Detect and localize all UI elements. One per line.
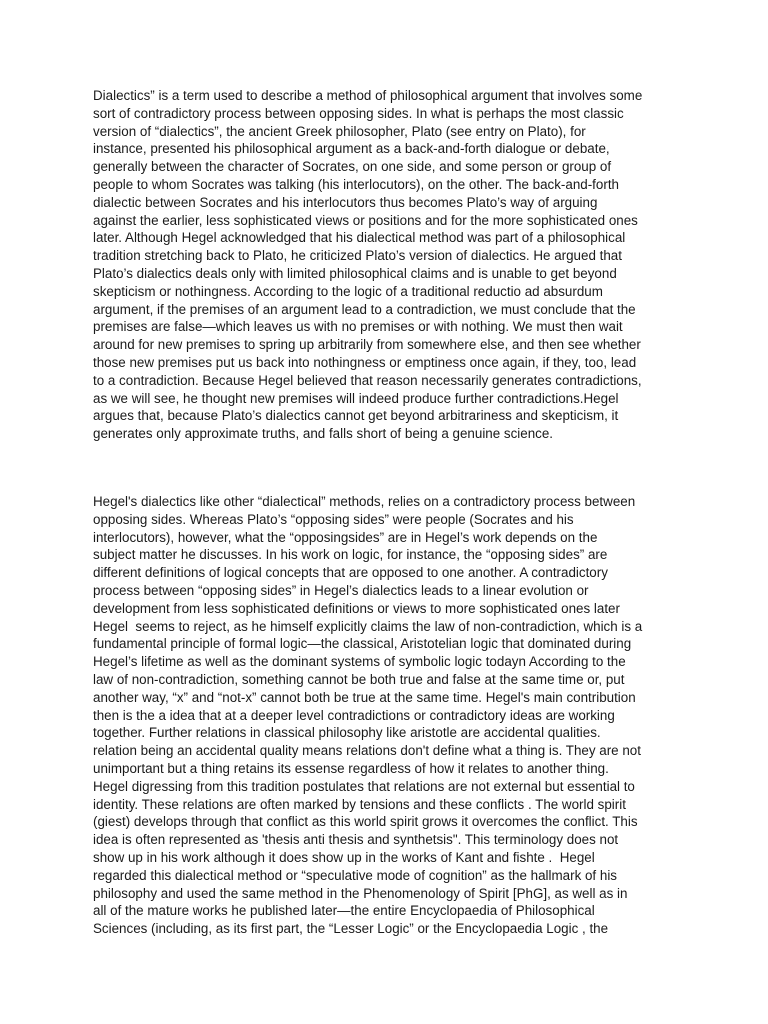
text-line: as we will see, he thought new premises will indeed produce further contradictions.Hegel xyxy=(93,390,619,406)
text-line: idea is often represented as 'thesis anti thesis and synthetsis". This terminology does not xyxy=(93,832,619,848)
text-line: people to whom Socrates was talking (his interlocutors), on the other. The back-and-forth xyxy=(93,176,619,192)
text-line: to a contradiction. Because Hegel believed that reason necessarily generates contradictions, xyxy=(93,372,642,388)
text-line: instance, presented his philosophical argument as a back-and-forth dialogue or debate, xyxy=(93,141,610,157)
text-line: regarded this dialectical method or “speculative mode of cognition” as the hallmark of his xyxy=(93,867,617,883)
text-line: opposing sides. Whereas Plato’s “opposing sides” were people (Socrates and his xyxy=(93,511,574,527)
text-line: subject matter he discusses. In his work on logic, for instance, the “opposing sides” are xyxy=(93,547,608,563)
text-line: different definitions of logical concepts that are opposed to one another. A contradictory xyxy=(93,565,608,581)
text-line: Hegel digressing from this tradition postulates that relations are not external but essential to xyxy=(93,778,635,794)
text-line: dialectic between Socrates and his interlocutors thus becomes Plato’s way of arguing xyxy=(93,194,598,210)
text-line: fundamental principle of formal logic—the classical, Aristotelian logic that dominated during xyxy=(93,636,632,652)
text-line: relation being an accidental quality means relations don't define what a thing is. They are not xyxy=(93,743,641,759)
text-line: sort of contradictory process between opposing sides. In what is perhaps the most classic xyxy=(93,105,624,121)
text-line: those new premises put us back into nothingness or emptiness once again, if they, too, lead xyxy=(93,354,637,370)
text-line: Plato’s dialectics deals only with limited philosophical claims and is unable to get beyond xyxy=(93,265,617,281)
text-line: tradition stretching back to Plato, he criticized Plato’s version of dialectics. He argued that xyxy=(93,248,622,264)
text-line: against the earlier, less sophisticated views or positions and for the more sophisticated ones xyxy=(93,212,638,228)
text-line: generates only approximate truths, and falls short of being a genuine science. xyxy=(93,426,554,442)
text-line: skepticism or nothingness. According to the logic of a traditional reductio ad absurdum xyxy=(93,283,603,299)
text-line: argument, if the premises of an argument lead to a contradiction, we must conclude that the xyxy=(93,301,636,317)
text-line: Hegel’s lifetime as well as the dominant systems of symbolic logic todayn According to the xyxy=(93,654,626,670)
text-line: all of the mature works he published later—the entire Encyclopaedia of Philosophical xyxy=(93,903,595,919)
text-line: premises are false—which leaves us with no premises or with nothing. We must then wait xyxy=(93,319,623,335)
text-line: identity. These relations are often marked by tensions and these conflicts . The world spirit xyxy=(93,796,626,812)
text-line: together. Further relations in classical philosophy like aristotle are accidental qualities. xyxy=(93,725,601,741)
text-line: argues that, because Plato’s dialectics cannot get beyond arbitrariness and skepticism, it xyxy=(93,408,619,424)
text-line: around for new premises to spring up arbitrarily from somewhere else, and then see whether xyxy=(93,337,641,353)
text-line: development from less sophisticated definitions or views to more sophisticated ones later xyxy=(93,600,620,616)
paragraph-dialectics-plato xyxy=(93,87,683,443)
paragraph-hegel-dialectics xyxy=(93,493,683,938)
text-line: another way, “x” and “not-x” cannot both be true at the same time. Hegel's main contribution xyxy=(93,689,636,705)
text-line: Hegel seems to reject, as he himself explicitly claims the law of non-contradiction, which is a xyxy=(93,618,643,634)
text-line: (giest) develops through that conflict as this world spirit grows it overcomes the conflict. This xyxy=(93,814,638,830)
text-line: later. Although Hegel acknowledged that his dialectical method was part of a philosophical xyxy=(93,230,626,246)
text-line: law of non-contradiction, something cannot be both true and false at the same time or, put xyxy=(93,671,625,687)
text-line: show up in his work although it does show up in the works of Kant and fishte . Hegel xyxy=(93,849,595,865)
text-line: process between “opposing sides” in Hegel’s dialectics leads to a linear evolution or xyxy=(93,582,589,598)
text-line: interlocutors), however, what the “opposingsides” are in Hegel’s work depends on the xyxy=(93,529,598,545)
text-line: Hegel's dialectics like other “dialectical” methods, relies on a contradictory process between xyxy=(93,494,636,509)
text-line: Dialectics” is a term used to describe a method of philosophical argument that involves some xyxy=(93,88,643,103)
text-line: unimportant but a thing retains its essense regardless of how it relates to another thing. xyxy=(93,760,609,776)
text-line: then is the a idea that at a deeper level contradictions or contradictory ideas are working xyxy=(93,707,615,723)
text-line: version of “dialectics”, the ancient Greek philosopher, Plato (see entry on Plato), for xyxy=(93,123,586,139)
text-line: philosophy and used the same method in the Phenomenology of Spirit [PhG], as well as in xyxy=(93,885,628,901)
text-line: generally between the character of Socrates, on one side, and some person or group of xyxy=(93,159,612,175)
text-line: Sciences (including, as its first part, the “Lesser Logic” or the Encyclopaedia Logic , the xyxy=(93,921,609,937)
